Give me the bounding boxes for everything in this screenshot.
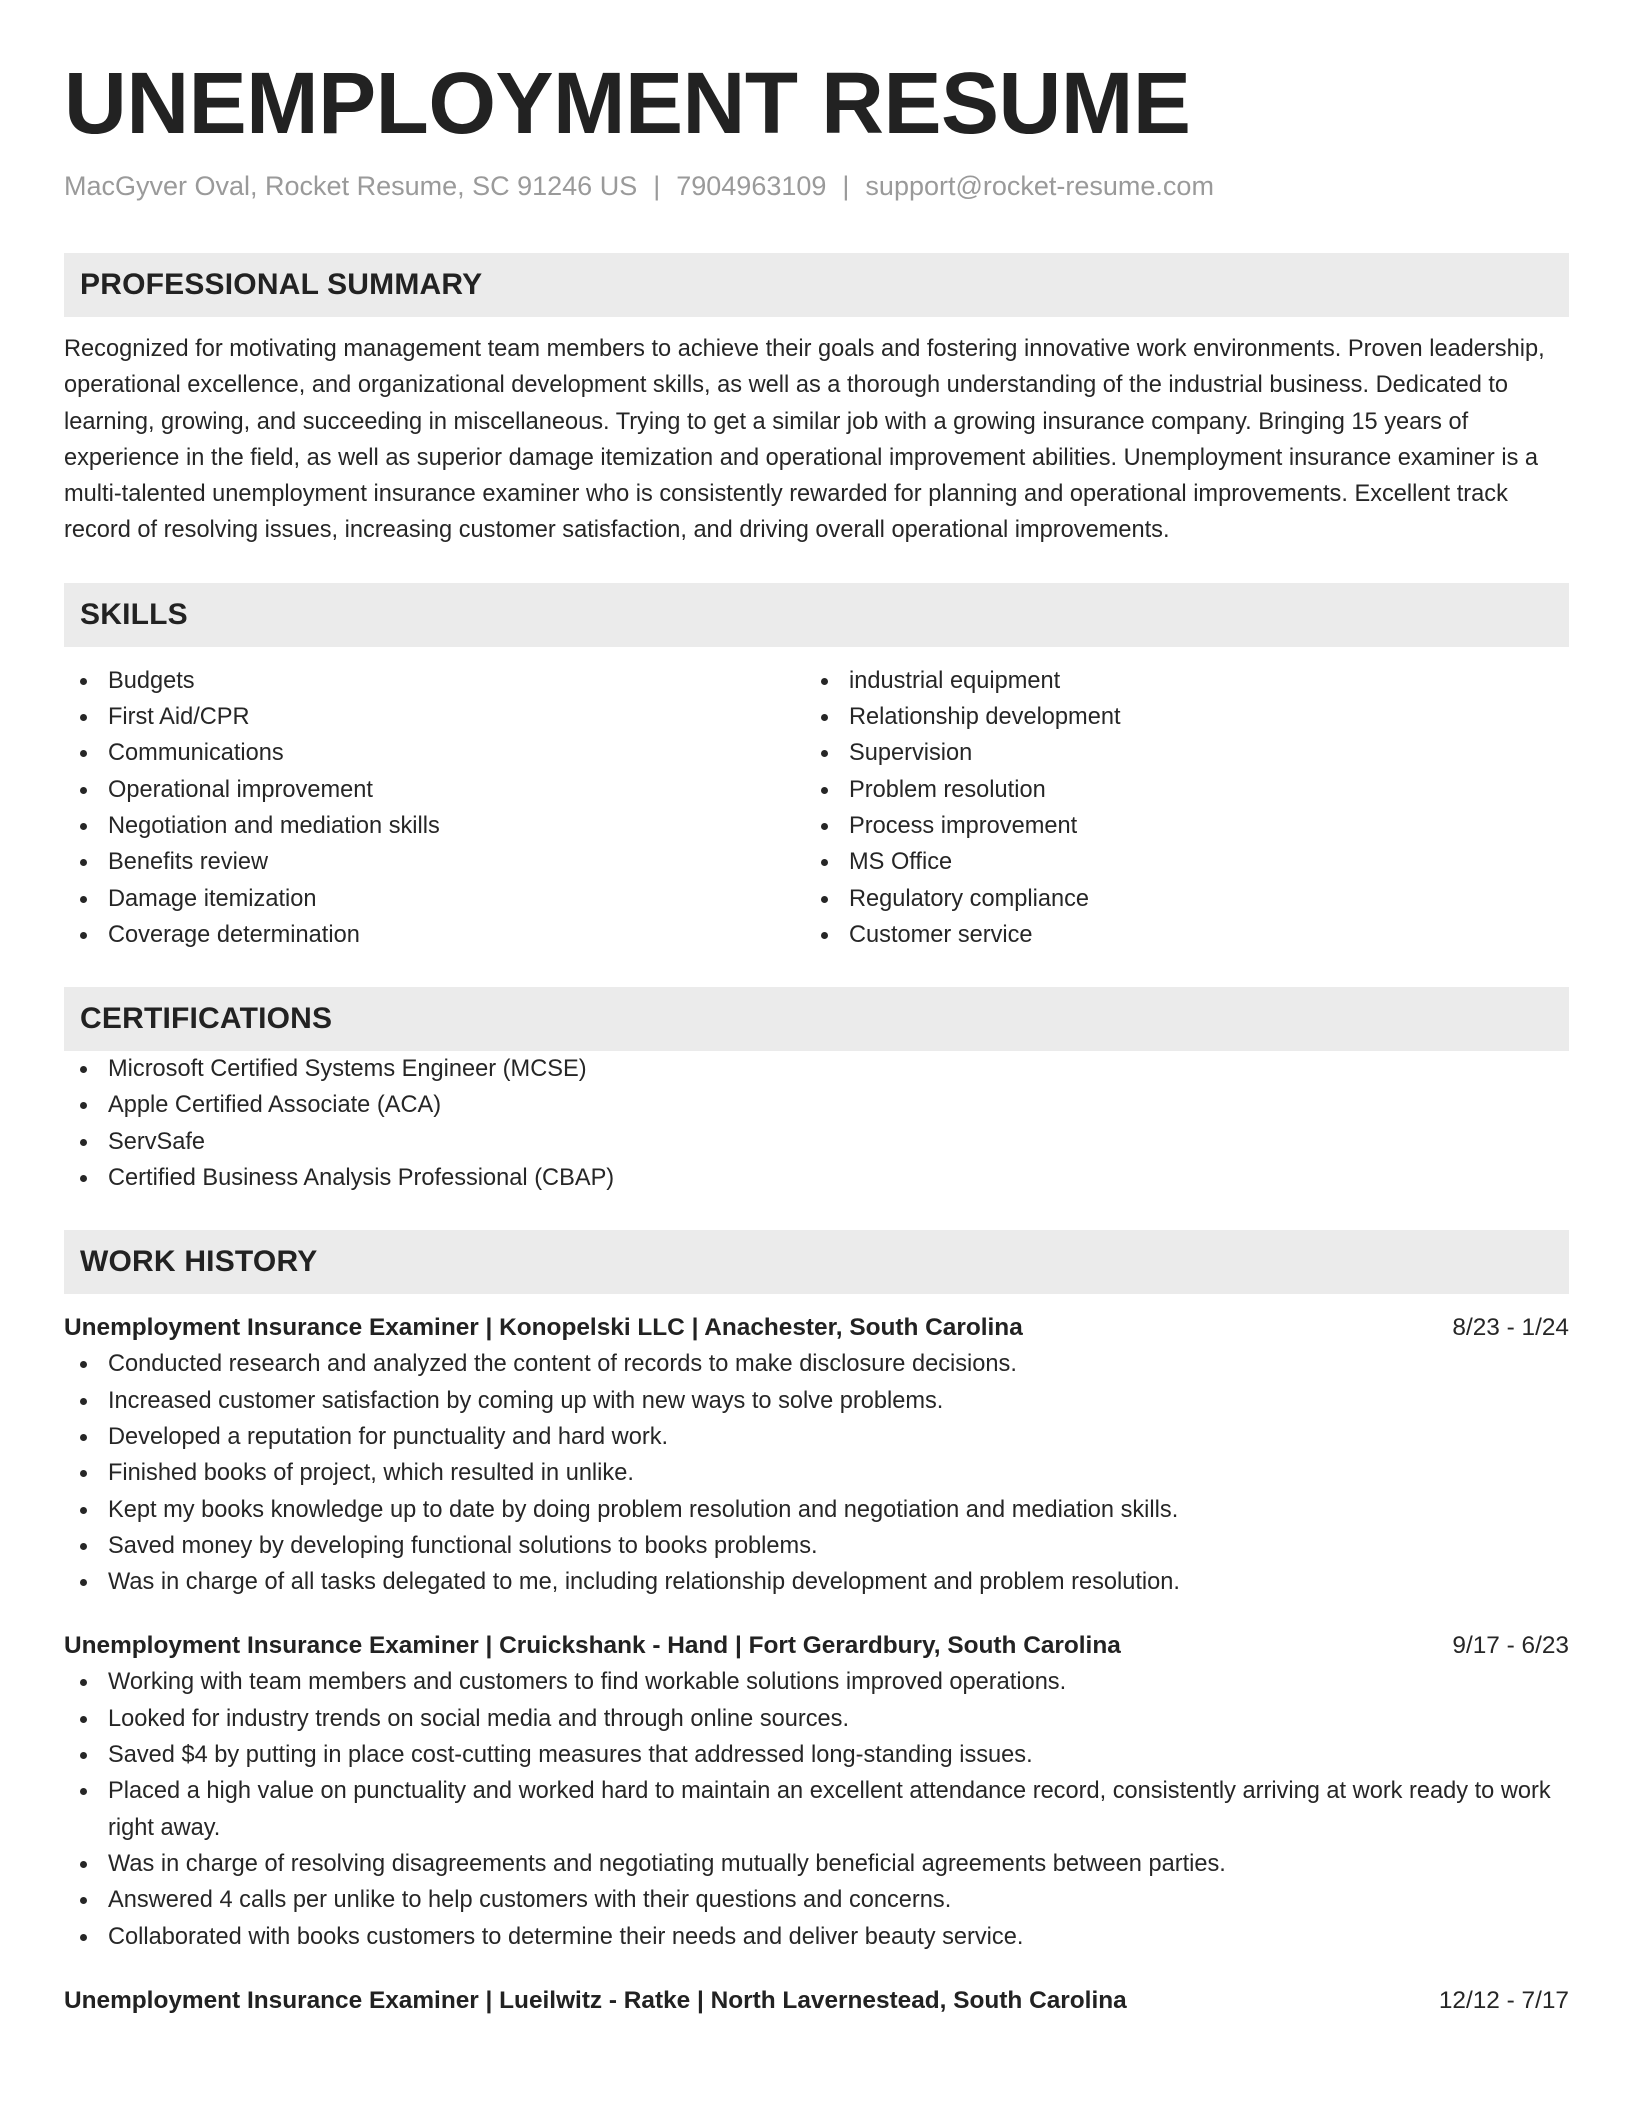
job-duty: Collaborated with books customers to determine their needs and deliver beauty service. [64,1919,1569,1955]
certification-item: Apple Certified Associate (ACA) [64,1087,1569,1123]
certifications-list [64,1051,1569,1196]
job-duty: Saved $4 by putting in place cost-cutting measures that addressed long-standing issues. [64,1737,1569,1773]
certification-item: Microsoft Certified Systems Engineer (MCSE) [64,1051,1569,1087]
job-title: Unemployment Insurance Examiner | Konopelski LLC | Anachester, South Carolina [64,1314,1023,1342]
skills-column-left [64,663,805,953]
job-duty: Was in charge of all tasks delegated to me, including relationship development and problem resolution. [64,1564,1569,1600]
job-title: Unemployment Insurance Examiner | Lueilwitz - Ratke | North Lavernestead, South Carolina [64,1986,1127,2014]
section-heading-work-history: WORK HISTORY [64,1230,1569,1294]
skill-item: Customer service [805,917,1569,953]
job-duty: Conducted research and analyzed the content of records to make disclosure decisions. [64,1346,1569,1382]
job-duty: Developed a reputation for punctuality and hard work. [64,1419,1569,1455]
job-dates: 12/12 - 7/17 [1438,1986,1569,2014]
contact-address: MacGyver Oval, Rocket Resume, SC 91246 US [64,171,638,201]
skill-item: Budgets [64,663,805,699]
summary-text: Recognized for motivating management team members to achieve their goals and fostering innovative work environments. Proven leadership, operational excellence, and organizational development skills, as well as a thorough understanding of the industrial business. Dedicated to learning, growing, and succeeding in miscellaneous. Trying to get a similar job with a growing insurance company. Bringing 15 years of experience in the field, as well as superior damage itemization and operational improvement abilities. Unemployment insurance examiner is a multi-talented unemployment insurance examiner who is consistently rewarded for planning and operational improvements. Excellent track record of resolving issues, increasing customer satisfaction, and driving overall operational improvements. [64,336,1545,544]
job-duty: Saved money by developing functional solutions to books problems. [64,1528,1569,1564]
skill-item: Supervision [805,735,1569,771]
certification-item: ServSafe [64,1124,1569,1160]
job-duties-list [64,1346,1569,1600]
contact-phone: 7904963109 [676,171,827,201]
job-duty: Finished books of project, which resulted in unlike. [64,1455,1569,1491]
section-heading-certifications: CERTIFICATIONS [64,987,1569,1051]
job-duty: Answered 4 calls per unlike to help customers with their questions and concerns. [64,1882,1569,1918]
job-duties-list [64,1664,1569,1954]
job-header [64,1628,1569,1664]
contact-line [64,170,1569,202]
skill-item: Coverage determination [64,917,805,953]
skill-item: industrial equipment [805,663,1569,699]
job-header [64,1983,1569,2019]
job-entry [64,1310,1569,1600]
contact-separator: | [653,171,661,201]
job-duty: Increased customer satisfaction by coming up with new ways to solve problems. [64,1383,1569,1419]
job-dates: 9/17 - 6/23 [1452,1632,1569,1660]
section-heading-summary: PROFESSIONAL SUMMARY [64,253,1569,317]
job-header [64,1310,1569,1346]
skill-item: MS Office [805,844,1569,880]
section-heading-skills: SKILLS [64,583,1569,647]
job-dates: 8/23 - 1/24 [1452,1314,1569,1342]
job-entry [64,1983,1569,2019]
skill-item: First Aid/CPR [64,699,805,735]
job-entry [64,1628,1569,1954]
skill-item: Operational improvement [64,772,805,808]
skill-item: Regulatory compliance [805,881,1569,917]
contact-email: support@rocket-resume.com [865,171,1214,201]
skill-item: Communications [64,735,805,771]
job-title: Unemployment Insurance Examiner | Cruickshank - Hand | Fort Gerardbury, South Carolina [64,1632,1121,1660]
certification-item: Certified Business Analysis Professional (CBAP) [64,1160,1569,1196]
job-duty: Was in charge of resolving disagreements and negotiating mutually beneficial agreements between parties. [64,1846,1569,1882]
skill-item: Process improvement [805,808,1569,844]
skills-column-right [805,663,1569,953]
resume-title: UNEMPLOYMENT RESUME [64,55,1191,152]
skill-item: Relationship development [805,699,1569,735]
job-duty: Looked for industry trends on social media and through online sources. [64,1701,1569,1737]
contact-separator: | [842,171,850,201]
job-duty: Kept my books knowledge up to date by doing problem resolution and negotiation and mediation skills. [64,1492,1569,1528]
job-duty: Working with team members and customers to find workable solutions improved operations. [64,1664,1569,1700]
skill-item: Damage itemization [64,881,805,917]
skill-item: Negotiation and mediation skills [64,808,805,844]
job-duty: Placed a high value on punctuality and worked hard to maintain an excellent attendance record, consistently arriving at work ready to work right away. [64,1773,1569,1846]
skills-grid [64,663,1569,953]
skill-item: Problem resolution [805,772,1569,808]
skill-item: Benefits review [64,844,805,880]
